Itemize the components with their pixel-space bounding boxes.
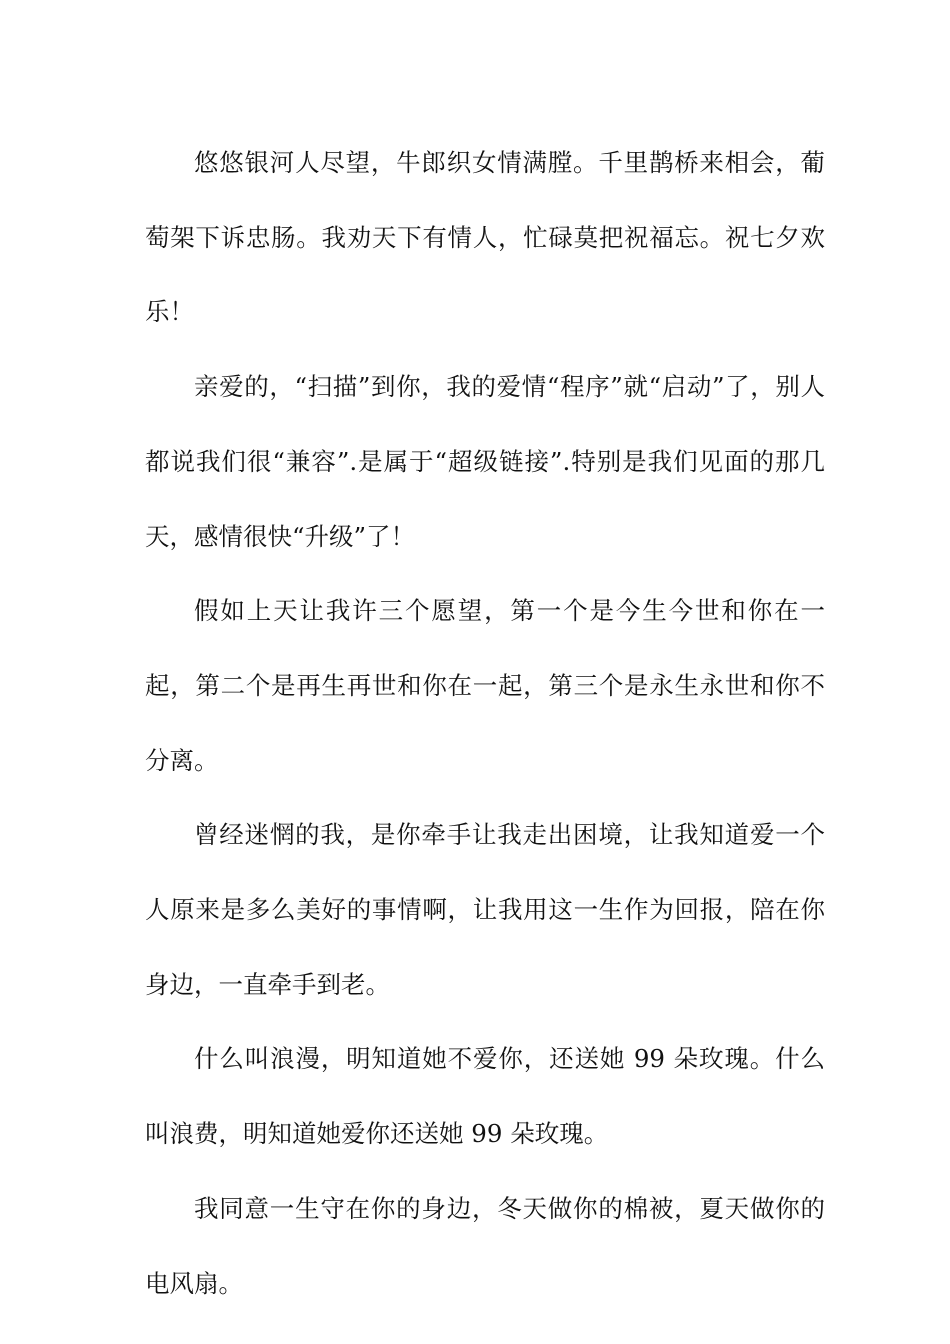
- paragraph-love-program: 亲爱的，“扫描”到你，我的爱情“程序”就“启动”了，别人都说我们很“兼容”.是属于“超级链接”.特别是我们见面的那几天，感情很快“升级”了！: [145, 372, 825, 551]
- paragraph-three-wishes: 假如上天让我许三个愿望，第一个是今生今世和你在一起，第二个是再生再世和你在一起，第三个是永生永世和你不分离。: [145, 596, 825, 775]
- paragraph-hand-in-hand: 曾经迷惘的我，是你牵手让我走出困境，让我知道爱一个人原来是多么美好的事情啊，让我用这一生作为回报，陪在你身边，一直牵手到老。: [145, 820, 825, 999]
- paragraph-qixi-blessing: 悠悠银河人尽望，牛郎织女情满膛。千里鹊桥来相会，葡萄架下诉忠肠。我劝天下有情人，忙碌莫把祝福忘。祝七夕欢乐！: [145, 148, 825, 327]
- paragraph-by-your-side: 我同意一生守在你的身边，冬天做你的棉被，夏天做你的电风扇。: [145, 1193, 825, 1298]
- paragraph-roses: 什么叫浪漫，明知道她不爱你，还送她 99 朵玫瑰。什么叫浪费，明知道她爱你还送她 99 朵玫瑰。: [145, 1044, 825, 1149]
- document-body: [145, 126, 825, 1321]
